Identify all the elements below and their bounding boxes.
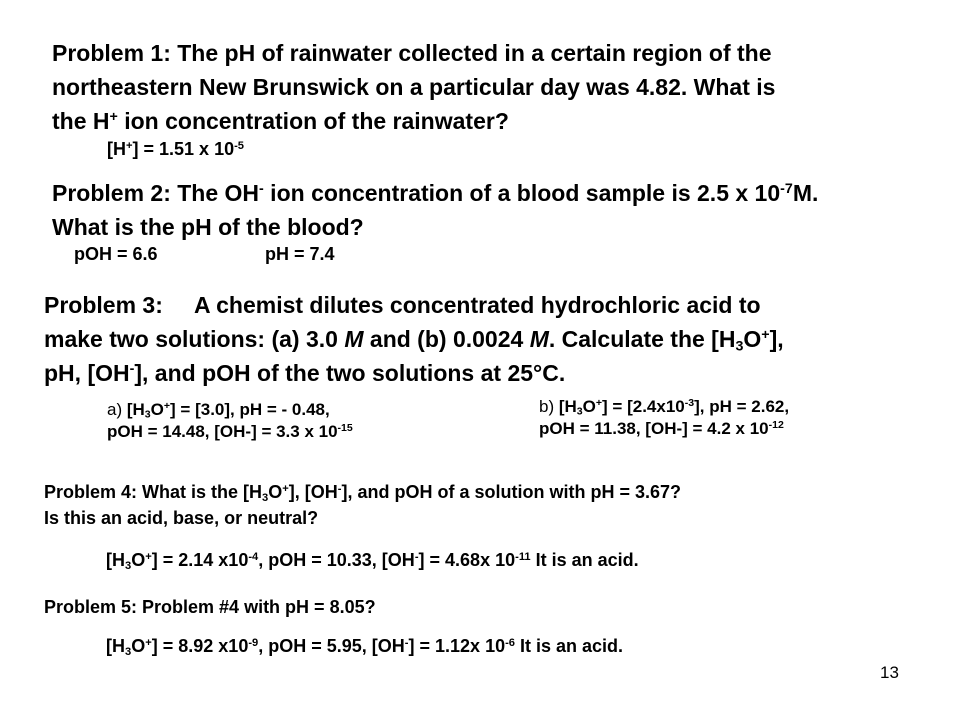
problem-4-statement bbox=[44, 479, 681, 531]
problem-2-line-1: Problem 2: The OH- ion concentration of a blood sample is 2.5 x $10^{-7}M$. bbox=[52, 180, 819, 206]
problem-1-statement bbox=[52, 36, 775, 138]
problem-3-answer-a-line-1: a) $[H_3O^+] = [3.0]$, pH = - 0.48, bbox=[107, 400, 330, 421]
problem-3-answer-b bbox=[539, 396, 789, 440]
problem-4-line-1: Problem 4: What is the $[H_3O^+]$, [OH-], and pOH of a solution with pH = 3.67? bbox=[44, 482, 682, 504]
problem-2-answer-ph: pH = 7.4 bbox=[265, 244, 335, 264]
problem-1-line-2: northeastern New Brunswick on a particular day was 4.82. What is bbox=[52, 74, 776, 100]
problem-2-statement bbox=[52, 176, 818, 244]
problem-3-answer-b-line-1: b) $[H_3O^+] = [2.4x10^{-3}]$, pH = 2.62, bbox=[539, 397, 790, 418]
problem-3-answer-a bbox=[107, 399, 353, 443]
page-number: 13 bbox=[880, 663, 899, 682]
problem-1-line-1: Problem 1: The pH of rainwater collected in a certain region of the bbox=[52, 40, 772, 66]
problem-3-line-1: Problem 3: A chemist dilutes concentrated hydrochloric acid to bbox=[44, 292, 761, 318]
problem-4-line-2: Is this an acid, base, or neutral? bbox=[44, 508, 319, 528]
problem-2-line-2: What is the pH of the blood? bbox=[52, 214, 364, 240]
problem-5-statement: Problem 5: Problem #4 with pH = 8.05? bbox=[44, 597, 376, 617]
problem-3-answer-a-line-2: pOH = 14.48, [OH-] = 3.3 x $10^{-15}$ bbox=[107, 422, 353, 441]
problem-2-answer-poh: pOH = 6.6 bbox=[74, 244, 158, 264]
problem-5-answer: $[H_3O^+] = 8.92$ $x10^{-9}$, pOH = 5.95, [OH-] = 1.12x $10^{-6}$ It is an acid. bbox=[106, 636, 624, 658]
problem-3-line-2: make two solutions: (a) 3.0 M and (b) 0.0024 M. Calculate the $[H_3O^+]$, bbox=[44, 326, 784, 355]
problem-3-statement bbox=[44, 288, 784, 390]
problem-4-answer: $[H_3O^+] = 2.14$ $x10^{-4}$, pOH = 10.33, [OH-] = 4.68x $10^{-11}$ It is an acid. bbox=[106, 550, 639, 572]
problem-3-line-3: pH, [OH-], and pOH of the two solutions at 25°C. bbox=[44, 360, 566, 386]
problem-1-answer: [H+] = 1.51 x $10^{-5}$ bbox=[107, 139, 245, 159]
problem-3-answer-b-line-2: pOH = 11.38, [OH-] = 4.2 x $10^{-12}$ bbox=[539, 419, 784, 438]
problem-1-line-3: the H+ ion concentration of the rainwater? bbox=[52, 108, 509, 134]
